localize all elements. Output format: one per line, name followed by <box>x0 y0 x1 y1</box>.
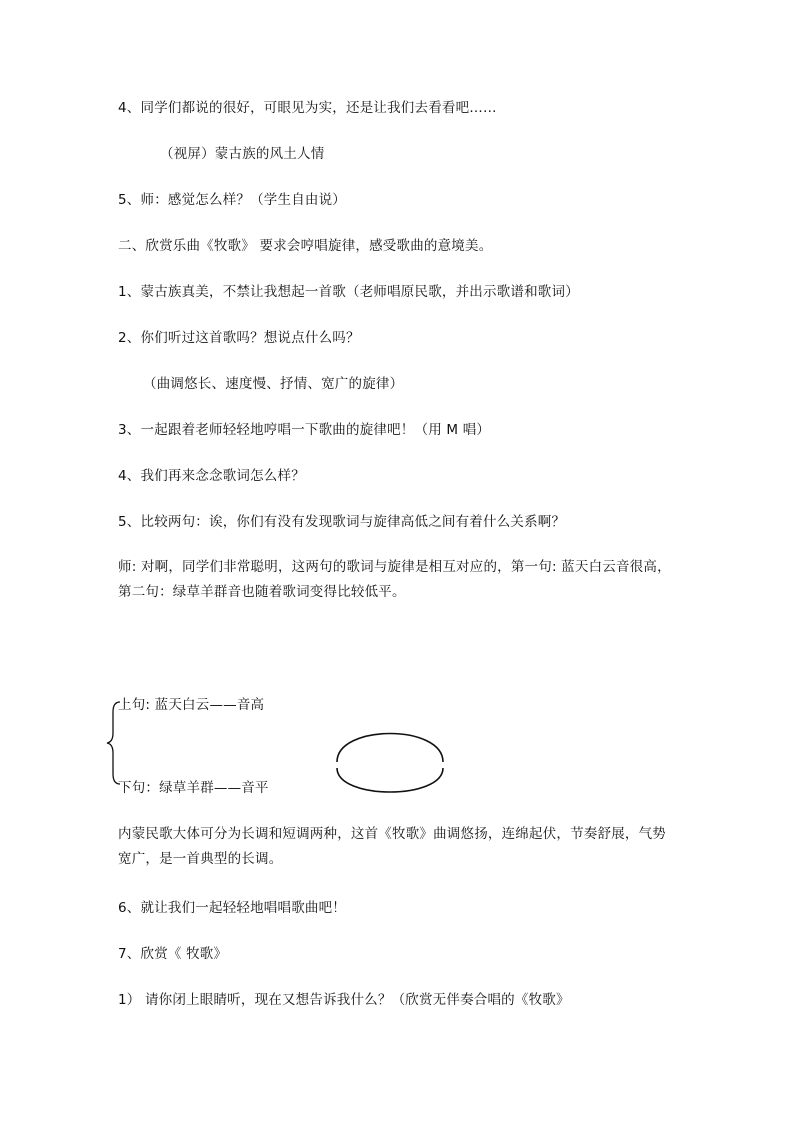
teacher-paragraph: 师: 对啊，同学们非常聪明，这两句的歌词与旋律是相互对应的，第一句: 蓝天白云音很高，第二句：绿草羊群音也随着歌词变得比较低平。 <box>118 559 671 600</box>
lesson-line: 1、蒙古族真美，不禁让我想起一首歌（老师唱原民歌，并出示歌谱和歌词） <box>118 284 579 300</box>
lesson-line: 2、你们听过这首歌吗？想说点什么吗？ <box>118 330 360 346</box>
lesson-line: 1） 请你闭上眼睛听，现在又想告诉我什么？（欣赏无伴奏合唱的《牧歌》 <box>118 992 570 1008</box>
lesson-line: 4、我们再来念念歌词怎么样？ <box>118 468 305 484</box>
lesson-line: 5、比较两句：诶，你们有没有发现歌词与旋律高低之间有着什么关系啊？ <box>118 514 566 530</box>
lesson-line: 3、一起跟着老师轻轻地哼唱一下歌曲的旋律吧！（用 M 唱） <box>118 422 491 438</box>
long-tune-paragraph: 内蒙民歌大体可分为长调和短调两种，这首《牧歌》曲调悠扬，连绵起伏，节奏舒展，气势宽广，是一首典型的长调。 <box>118 826 666 867</box>
lesson-line: 5、师：感觉怎么样？（学生自由说） <box>118 192 346 208</box>
upper-phrase-label: 上句: 蓝天白云——音高 <box>118 697 265 713</box>
lesson-line: 4、同学们都说的很好，可眼见为实，还是让我们去看看吧…… <box>118 100 497 116</box>
section-heading: 二、欣赏乐曲《牧歌》 要求会哼唱旋律，感受歌曲的意境美。 <box>118 238 493 254</box>
lower-phrase-label: 下句：绿草羊群——音平 <box>118 780 269 796</box>
lesson-line: （视屏）蒙古族的风土人情 <box>160 146 325 162</box>
lesson-line: 7、欣赏《 牧歌》 <box>118 946 228 962</box>
upper-arc <box>337 734 443 763</box>
lesson-line: （曲调悠长、速度慢、抒情、宽广的旋律） <box>143 376 404 392</box>
lower-arc <box>337 768 443 792</box>
lesson-line: 6、就让我们一起轻轻地唱唱歌曲吧！ <box>118 900 346 916</box>
